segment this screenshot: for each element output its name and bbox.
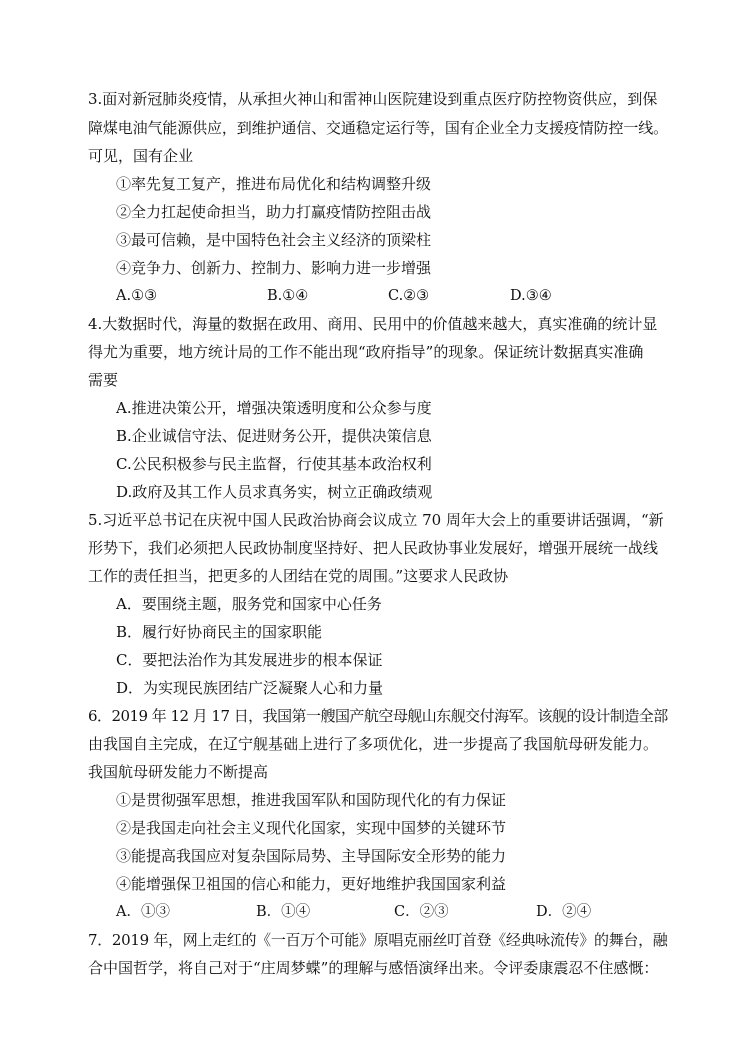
q3-item-2: ②全力扛起使命担当，助力打赢疫情防控阻击战	[116, 203, 432, 221]
q3-stem-line-2: 障煤电油气能源供应，到维护通信、交通稳定运行等，国有企业全力支援疫情防控一线。	[88, 119, 669, 137]
q5-option-c: C．要把法治作为其发展进步的根本保证	[116, 651, 383, 669]
q6-stem-line-2: 由我国自主完成，在辽宁舰基础上进行了多项优化，进一步提高了我国航母研发能力。	[88, 735, 659, 753]
q6-stem-line-3: 我国航母研发能力不断提高	[88, 763, 269, 781]
q6-choices	[116, 902, 616, 922]
q4-option-b: B.企业诚信守法、促进财务公开，提供决策信息	[116, 427, 432, 445]
q3-choice-d: D.③④	[510, 288, 552, 304]
q3-choice-b: B.①④	[267, 288, 309, 304]
q3-choices	[116, 286, 616, 306]
q5-stem-line-3: 工作的责任担当，把更多的人团结在党的周围。”这要求人民政协	[88, 567, 509, 585]
q4-option-a: A.推进决策公开，增强决策透明度和公众参与度	[116, 399, 432, 417]
q6-item-2: ②是我国走向社会主义现代化国家，实现中国梦的关键环节	[116, 819, 507, 837]
q5-stem-line-2: 形势下，我们必须把人民政协制度坚持好、把人民政协事业发展好，增强开展统一战线	[88, 539, 659, 557]
q4-option-d: D.政府及其工作人员求真务实，树立正确政绩观	[116, 483, 433, 501]
q3-item-3: ③最可信赖，是中国特色社会主义经济的顶梁柱	[116, 231, 432, 249]
q7-stem-line-1: 7．2019 年，网上走红的《一百万个可能》原唱克丽丝叮首登《经典咏流传》的舞台，融	[88, 931, 668, 949]
q7-stem-line-2: 合中国哲学，将自己对于“庄周梦蝶”的理解与感悟演绎出来。令评委康震忍不住感慨：	[88, 959, 659, 977]
q3-choice-c: C.②③	[388, 288, 430, 304]
q5-option-d: D．为实现民族团结广泛凝聚人心和力量	[116, 679, 384, 697]
q6-choice-d: D．②④	[536, 904, 592, 920]
q3-stem-line-1: 3.面对新冠肺炎疫情，从承担火神山和雷神山医院建设到重点医疗防控物资供应，到保	[88, 90, 658, 108]
q3-choice-a: A.①③	[116, 288, 158, 304]
q6-stem-line-1: 6．2019 年 12 月 17 日，我国第一艘国产航空母舰山东舰交付海军。该舰的设计制造全部	[88, 707, 668, 725]
q3-stem-line-3: 可见，国有企业	[88, 147, 194, 165]
q6-choice-a: A．①③	[116, 904, 170, 920]
q4-option-c: C.公民积极参与民主监督，行使其基本政治权利	[116, 455, 432, 473]
q5-stem-line-1: 5.习近平总书记在庆祝中国人民政治协商会议成立 70 周年大会上的重要讲话强调，“新	[88, 511, 664, 529]
q4-stem-line-3: 需要	[88, 371, 119, 389]
q3-item-4: ④竞争力、创新力、控制力、影响力进一步增强	[116, 259, 432, 277]
q6-item-3: ③能提高我国应对复杂国际局势、主导国际安全形势的能力	[116, 847, 507, 865]
q4-stem-line-1: 4.大数据时代，海量的数据在政用、商用、民用中的价值越来越大，真实准确的统计显	[88, 315, 658, 333]
q6-choice-c: C．②③	[394, 904, 449, 920]
q6-item-4: ④能增强保卫祖国的信心和能力，更好地维护我国国家利益	[116, 875, 507, 893]
q5-option-b: B．履行好协商民主的国家职能	[116, 623, 323, 641]
q6-item-1: ①是贯彻强军思想，推进我国军队和国防现代化的有力保证	[116, 791, 507, 809]
q6-choice-b: B．①④	[256, 904, 311, 920]
q3-item-1: ①率先复工复产，推进布局优化和结构调整升级	[116, 175, 432, 193]
q4-stem-line-2: 得尤为重要，地方统计局的工作不能出现“政府指导”的现象。保证统计数据真实准确	[88, 343, 644, 361]
q5-option-a: A．要围绕主题，服务党和国家中心任务	[116, 595, 382, 613]
